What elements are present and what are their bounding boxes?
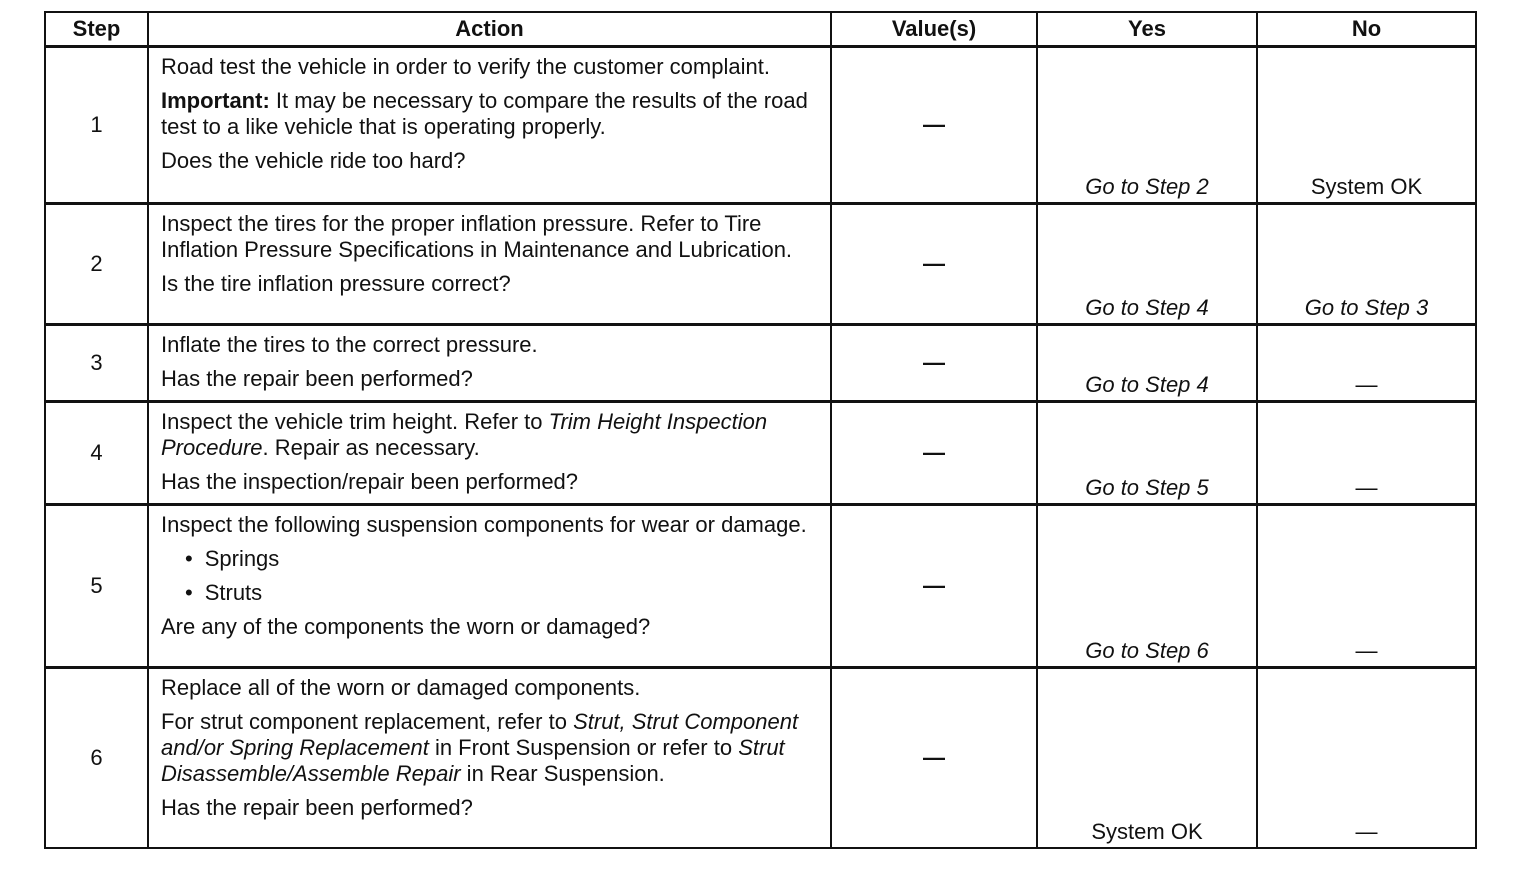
step-number xyxy=(45,402,148,505)
yes-cell xyxy=(1037,47,1257,204)
action-text: in Front Suspension or refer to xyxy=(428,735,739,760)
no-cell-text: System OK xyxy=(1310,174,1423,199)
no-cell xyxy=(1257,505,1476,668)
step-number xyxy=(45,668,148,848)
action-cell xyxy=(148,402,831,505)
action-text: Replace all of the worn or damaged components. xyxy=(161,675,641,700)
value-cell xyxy=(831,668,1037,848)
header-step: Step xyxy=(45,12,148,47)
step-number-text: 2 xyxy=(90,251,103,276)
no-cell xyxy=(1257,402,1476,505)
diagnostic-table xyxy=(44,11,1477,849)
step-number-text: 5 xyxy=(90,573,103,598)
action-cell xyxy=(148,505,831,668)
action-text: Road test the vehicle in order to verify the customer complaint. xyxy=(161,54,770,79)
action-text: Important: xyxy=(161,88,270,113)
header-values: Value(s) xyxy=(831,12,1037,47)
yes-cell-text: Go to Step 6 xyxy=(1085,638,1209,663)
action-paragraph xyxy=(161,675,818,701)
action-text: Springs xyxy=(204,546,280,571)
header-yes: Yes xyxy=(1037,12,1257,47)
yes-cell-text: Go to Step 4 xyxy=(1085,372,1209,397)
step-number xyxy=(45,325,148,402)
yes-cell xyxy=(1037,505,1257,668)
yes-cell xyxy=(1037,325,1257,402)
yes-cell-text: System OK xyxy=(1091,818,1203,844)
action-paragraph xyxy=(161,88,818,140)
bullet-item xyxy=(161,546,818,572)
header-row xyxy=(45,12,1476,47)
bullet-item xyxy=(161,580,818,606)
no-cell-text: — xyxy=(1355,638,1378,663)
action-text: Inflate the tires to the correct pressure. xyxy=(161,332,538,357)
header-action: Action xyxy=(148,12,831,47)
action-text: Has the repair been performed? xyxy=(161,366,473,391)
yes-cell-text: Go to Step 2 xyxy=(1085,174,1209,199)
no-cell-text: — xyxy=(1355,475,1378,500)
action-paragraph xyxy=(161,709,818,787)
action-text: For strut component replacement, refer to xyxy=(161,709,574,734)
step-number-text: 1 xyxy=(90,112,103,137)
yes-cell xyxy=(1037,402,1257,505)
table-row xyxy=(45,668,1476,848)
no-cell-text: Go to Step 3 xyxy=(1304,295,1429,320)
header-no: No xyxy=(1257,12,1476,47)
value-cell-text: — xyxy=(923,440,945,465)
table-row xyxy=(45,325,1476,402)
yes-cell xyxy=(1037,668,1257,848)
value-cell xyxy=(831,402,1037,505)
no-cell xyxy=(1257,668,1476,848)
value-cell-text: — xyxy=(923,251,945,276)
action-text: It may be necessary to compare the results of the road test to a like vehicle that is operating properly. xyxy=(161,88,808,139)
action-text: Inspect the vehicle trim height. Refer to xyxy=(161,409,549,434)
action-text: Inspect the following suspension components for wear or damage. xyxy=(161,512,807,537)
action-cell xyxy=(148,325,831,402)
action-paragraph xyxy=(161,211,818,263)
action-paragraph xyxy=(161,614,818,640)
action-text: Is the tire inflation pressure correct? xyxy=(161,271,511,296)
action-cell xyxy=(148,668,831,848)
action-text: . Repair as necessary. xyxy=(262,435,480,460)
action-text: Has the repair been performed? xyxy=(161,795,473,820)
no-cell xyxy=(1257,325,1476,402)
value-cell-text: — xyxy=(923,112,945,137)
action-paragraph xyxy=(161,512,818,538)
yes-cell-text: Go to Step 4 xyxy=(1085,295,1209,320)
table-row xyxy=(45,204,1476,325)
action-text: Has the inspection/repair been performed? xyxy=(161,469,579,494)
value-cell xyxy=(831,47,1037,204)
step-number xyxy=(45,505,148,668)
action-text: Are any of the components the worn or damaged? xyxy=(161,614,651,639)
action-text: in Rear Suspension. xyxy=(460,761,665,786)
action-text: Strut, Strut Component and/or Spring Replacement xyxy=(161,709,799,760)
action-paragraph xyxy=(161,409,818,461)
table-row xyxy=(45,505,1476,668)
step-number-text: 3 xyxy=(90,350,103,375)
no-cell-text: — xyxy=(1355,372,1378,397)
action-paragraph xyxy=(161,469,818,495)
value-cell-text: — xyxy=(923,744,945,770)
action-paragraph xyxy=(161,271,818,297)
action-text: Trim Height Inspection Procedure xyxy=(161,409,768,460)
value-cell xyxy=(831,325,1037,402)
yes-cell-text: Go to Step 5 xyxy=(1085,475,1209,500)
action-text: Struts xyxy=(204,580,263,605)
step-number xyxy=(45,47,148,204)
step-number xyxy=(45,204,148,325)
no-cell xyxy=(1257,47,1476,204)
no-cell xyxy=(1257,204,1476,325)
action-paragraph xyxy=(161,148,818,174)
step-number-text: 6 xyxy=(90,744,103,770)
action-cell xyxy=(148,204,831,325)
action-text: Strut Disassemble/Assemble Repair xyxy=(161,735,785,786)
action-paragraph xyxy=(161,366,818,392)
action-paragraph xyxy=(161,54,818,80)
value-cell-text: — xyxy=(923,573,945,598)
action-text: Does the vehicle ride too hard? xyxy=(161,148,466,173)
table-row xyxy=(45,402,1476,505)
action-cell xyxy=(148,47,831,204)
table-row xyxy=(45,47,1476,204)
no-cell-text: — xyxy=(1355,818,1378,844)
action-text: Inspect the tires for the proper inflation pressure. Refer to Tire Inflation Pressure Specifications in Maintenance and Lubrication. xyxy=(161,211,793,262)
value-cell-text: — xyxy=(923,350,945,375)
action-paragraph xyxy=(161,795,818,821)
yes-cell xyxy=(1037,204,1257,325)
step-number-text: 4 xyxy=(90,440,103,465)
value-cell xyxy=(831,505,1037,668)
action-paragraph xyxy=(161,332,818,358)
value-cell xyxy=(831,204,1037,325)
